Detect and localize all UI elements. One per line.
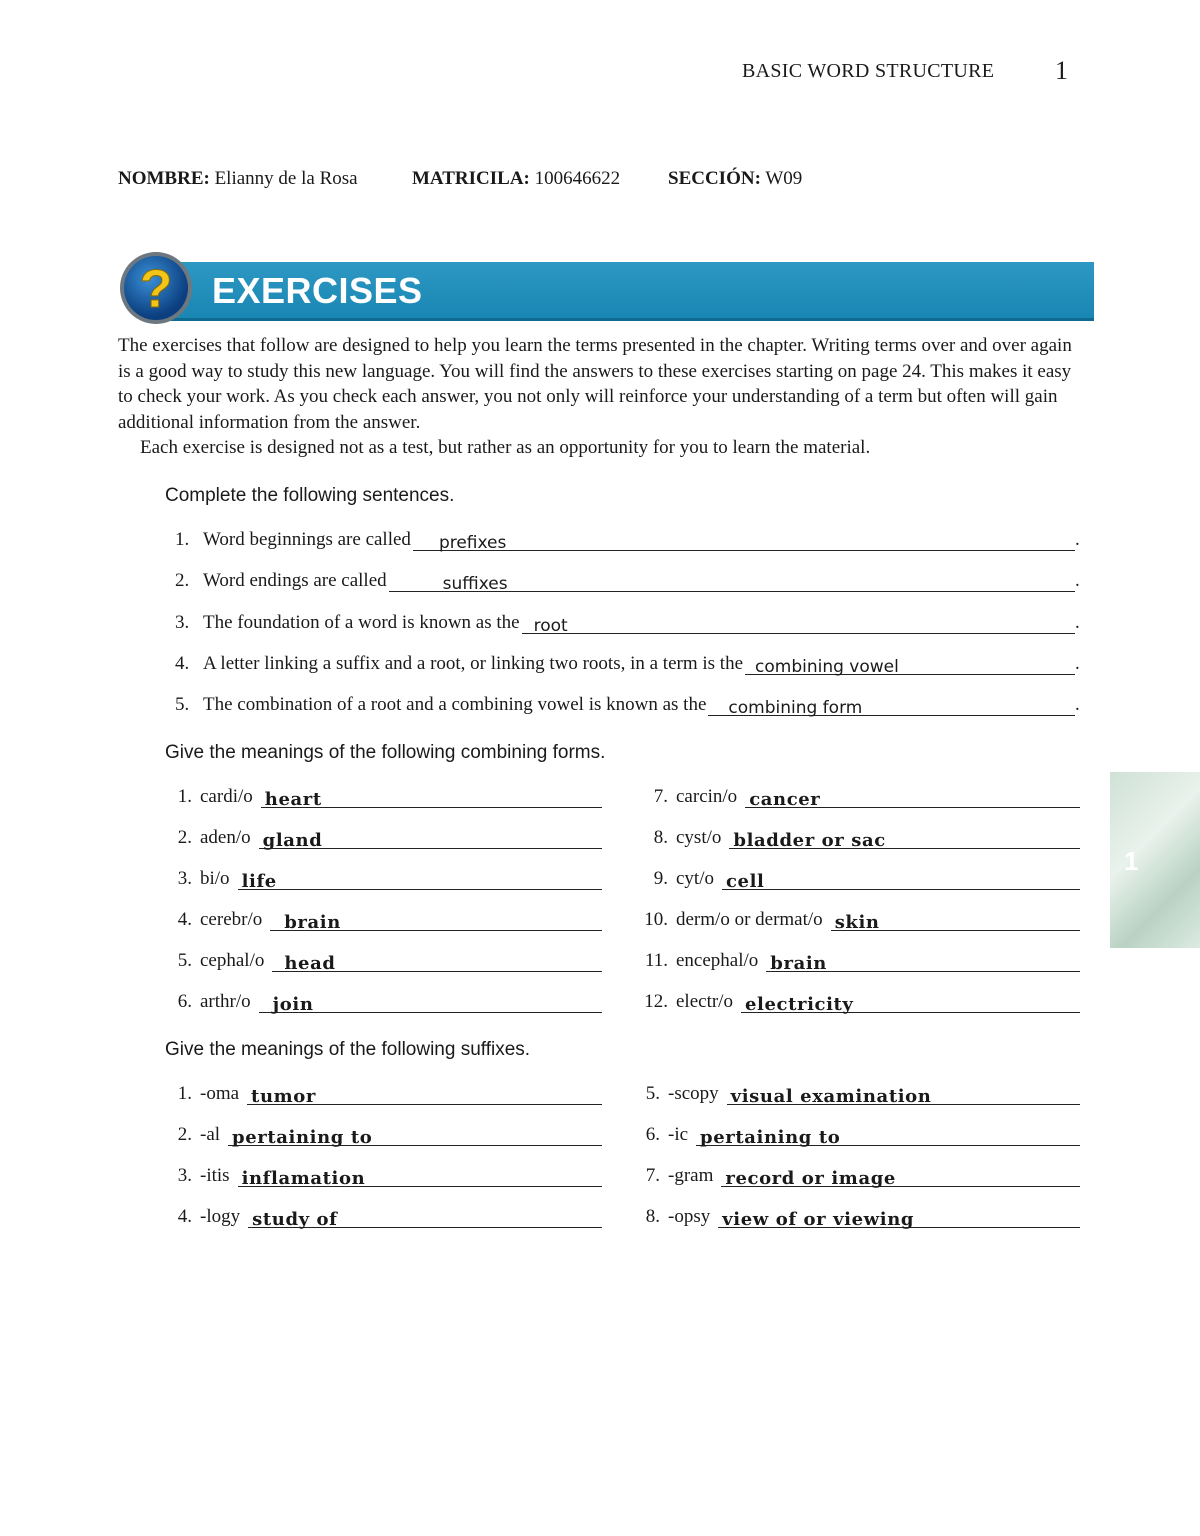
answer-field[interactable] bbox=[708, 693, 1075, 716]
answer-field[interactable] bbox=[745, 652, 1075, 675]
term: arthr/o bbox=[200, 991, 251, 1012]
item-number: 1. bbox=[177, 786, 192, 807]
page-number: 1 bbox=[1055, 56, 1068, 85]
answer-text: gland bbox=[262, 830, 323, 851]
sentence-text: A letter linking a suffix and a root, or linking two roots, in a term is the bbox=[203, 653, 744, 674]
suffix-item bbox=[640, 1202, 1080, 1228]
sentence-text: Word beginnings are called bbox=[203, 529, 411, 550]
answer-text: study of bbox=[252, 1209, 338, 1230]
item-number: 4. bbox=[177, 909, 192, 930]
answer-field[interactable] bbox=[729, 826, 1080, 849]
section-group bbox=[668, 168, 802, 190]
sentence-item bbox=[175, 566, 1085, 592]
answer-field[interactable] bbox=[722, 867, 1080, 890]
item-number: 3. bbox=[177, 868, 192, 889]
term: electr/o bbox=[676, 991, 733, 1012]
combining-form-item bbox=[640, 782, 1080, 808]
answer-field[interactable] bbox=[721, 1164, 1080, 1187]
term: carcin/o bbox=[676, 786, 738, 807]
id-label: MATRICILA: bbox=[412, 168, 530, 189]
answer-field[interactable] bbox=[259, 826, 602, 849]
sentence-text: The combination of a root and a combining vowel is known as the bbox=[203, 694, 707, 715]
answer-field[interactable] bbox=[238, 867, 602, 890]
answer-field[interactable] bbox=[741, 990, 1080, 1013]
term: derm/o or dermat/o bbox=[676, 909, 823, 930]
item-number: 10. bbox=[644, 909, 668, 930]
answer-field[interactable] bbox=[270, 908, 602, 931]
combining-form-item bbox=[172, 987, 602, 1013]
answer-text: head bbox=[284, 953, 336, 974]
answer-text: combining form bbox=[728, 698, 863, 718]
item-number: 5. bbox=[177, 950, 192, 971]
item-number: 3. bbox=[175, 612, 190, 633]
combining-form-item bbox=[640, 987, 1080, 1013]
item-number: 2. bbox=[175, 570, 190, 591]
answer-field[interactable] bbox=[766, 949, 1080, 972]
answer-text: brain bbox=[284, 912, 341, 933]
item-number: 5. bbox=[175, 694, 190, 715]
question-mark-icon bbox=[118, 250, 194, 326]
answer-text: inflamation bbox=[241, 1168, 366, 1189]
term: bi/o bbox=[200, 868, 230, 889]
combining-form-item bbox=[172, 905, 602, 931]
suffix-item bbox=[640, 1161, 1080, 1187]
section-label: SECCIÓN: bbox=[668, 168, 761, 189]
name-value: Elianny de la Rosa bbox=[214, 168, 358, 189]
item-number: 2. bbox=[177, 1124, 192, 1145]
answer-field[interactable] bbox=[389, 569, 1075, 592]
answer-text: tumor bbox=[251, 1086, 316, 1107]
term: -ic bbox=[668, 1124, 689, 1145]
answer-text: prefixes bbox=[438, 533, 507, 553]
period: . bbox=[1075, 529, 1080, 550]
term: -gram bbox=[668, 1165, 714, 1186]
sentence-item bbox=[175, 608, 1085, 634]
item-number: 4. bbox=[177, 1206, 192, 1227]
answer-field[interactable] bbox=[248, 1205, 602, 1228]
period: . bbox=[1075, 653, 1080, 674]
term: cyst/o bbox=[676, 827, 722, 848]
sentence-text: The foundation of a word is known as the bbox=[203, 612, 520, 633]
answer-text: cancer bbox=[749, 789, 821, 810]
answer-field[interactable] bbox=[247, 1082, 602, 1105]
suffix-item bbox=[640, 1120, 1080, 1146]
term: -scopy bbox=[668, 1083, 719, 1104]
term: aden/o bbox=[200, 827, 251, 848]
answer-text: visual examination bbox=[730, 1086, 932, 1107]
item-number: 1. bbox=[175, 529, 190, 550]
term: cyt/o bbox=[676, 868, 714, 889]
answer-field[interactable] bbox=[413, 528, 1075, 551]
sentence-item bbox=[175, 525, 1085, 551]
section-value: W09 bbox=[765, 168, 803, 189]
id-group bbox=[412, 168, 668, 190]
answer-text: suffixes bbox=[442, 574, 508, 594]
combining-form-item bbox=[172, 946, 602, 972]
answer-text: cell bbox=[726, 871, 765, 892]
period: . bbox=[1075, 612, 1080, 633]
suffix-item bbox=[172, 1161, 602, 1187]
intro-text bbox=[118, 333, 1078, 461]
section-heading-sentences: Complete the following sentences. bbox=[165, 485, 455, 506]
combining-form-item bbox=[172, 782, 602, 808]
answer-field[interactable] bbox=[718, 1205, 1080, 1228]
term: cardi/o bbox=[200, 786, 253, 807]
term: cephal/o bbox=[200, 950, 265, 971]
answer-field[interactable] bbox=[831, 908, 1080, 931]
student-info bbox=[118, 168, 802, 190]
suffix-item bbox=[172, 1202, 602, 1228]
item-number: 9. bbox=[653, 868, 668, 889]
item-number: 11. bbox=[644, 950, 668, 971]
item-number: 6. bbox=[645, 1124, 660, 1145]
suffix-item bbox=[172, 1079, 602, 1105]
combining-form-item bbox=[172, 823, 602, 849]
term: -oma bbox=[200, 1083, 240, 1104]
item-number: 12. bbox=[644, 991, 668, 1012]
period: . bbox=[1075, 570, 1080, 591]
term: -al bbox=[200, 1124, 221, 1145]
sentence-text: Word endings are called bbox=[203, 570, 387, 591]
section-heading-suffixes: Give the meanings of the following suffixes. bbox=[165, 1039, 531, 1060]
answer-field[interactable] bbox=[522, 611, 1075, 634]
answer-field[interactable] bbox=[696, 1123, 1080, 1146]
item-number: 3. bbox=[177, 1165, 192, 1186]
item-number: 8. bbox=[653, 827, 668, 848]
item-number: 5. bbox=[645, 1083, 660, 1104]
svg-text:?: ? bbox=[139, 259, 173, 319]
sentence-item bbox=[175, 649, 1085, 675]
item-number: 1. bbox=[177, 1083, 192, 1104]
answer-text: brain bbox=[770, 953, 827, 974]
suffix-item bbox=[172, 1120, 602, 1146]
item-number: 4. bbox=[175, 653, 190, 674]
answer-text: join bbox=[272, 994, 314, 1015]
item-number: 8. bbox=[645, 1206, 660, 1227]
item-number: 2. bbox=[177, 827, 192, 848]
chapter-tab-number: 1 bbox=[1124, 846, 1139, 876]
running-title: BASIC WORD STRUCTURE bbox=[742, 60, 995, 82]
answer-text: record or image bbox=[725, 1168, 896, 1189]
sentence-item bbox=[175, 690, 1085, 716]
answer-text: view of or viewing bbox=[722, 1209, 915, 1230]
answer-field[interactable] bbox=[259, 990, 602, 1013]
answer-field[interactable] bbox=[238, 1164, 602, 1187]
name-group bbox=[118, 168, 412, 190]
term: encephal/o bbox=[676, 950, 759, 971]
answer-text: pertaining to bbox=[700, 1127, 841, 1148]
item-number: 6. bbox=[177, 991, 192, 1012]
combining-form-item bbox=[172, 864, 602, 890]
answer-text: electricity bbox=[744, 994, 854, 1015]
section-heading-combining-forms: Give the meanings of the following combining forms. bbox=[165, 742, 606, 763]
answer-text: root bbox=[533, 616, 568, 636]
combining-form-item bbox=[640, 864, 1080, 890]
term: -logy bbox=[200, 1206, 241, 1227]
id-value: 100646622 bbox=[534, 168, 621, 189]
period: . bbox=[1075, 694, 1080, 715]
banner-title: EXERCISES bbox=[212, 270, 423, 311]
answer-field[interactable] bbox=[745, 785, 1080, 808]
term: -opsy bbox=[668, 1206, 711, 1227]
answer-field[interactable] bbox=[727, 1082, 1080, 1105]
answer-text: pertaining to bbox=[232, 1127, 373, 1148]
answer-text: bladder or sac bbox=[733, 830, 886, 851]
suffix-item bbox=[640, 1079, 1080, 1105]
item-number: 7. bbox=[653, 786, 668, 807]
combining-form-item bbox=[640, 905, 1080, 931]
combining-form-item bbox=[640, 946, 1080, 972]
answer-text: skin bbox=[834, 912, 880, 933]
answer-field[interactable] bbox=[261, 785, 602, 808]
answer-field[interactable] bbox=[228, 1123, 602, 1146]
item-number: 7. bbox=[645, 1165, 660, 1186]
intro-paragraph-2: Each exercise is designed not as a test, but rather as an opportunity for you to learn the material. bbox=[140, 437, 871, 458]
term: cerebr/o bbox=[200, 909, 263, 930]
answer-field[interactable] bbox=[272, 949, 602, 972]
answer-text: combining vowel bbox=[755, 657, 899, 677]
intro-paragraph-1: The exercises that follow are designed to help you learn the terms presented in the chapter. Writing terms over and over again is a good way to study this new language. You will find the answers to these exercises starting on page 24. This makes it easy to check your work. As you check each answer, you not only will reinforce your understanding of a term but often will gain additional information from the answer. bbox=[118, 335, 1072, 433]
answer-text: heart bbox=[264, 789, 322, 810]
combining-form-item bbox=[640, 823, 1080, 849]
term: -itis bbox=[200, 1165, 230, 1186]
name-label: NOMBRE: bbox=[118, 168, 210, 189]
answer-text: life bbox=[241, 871, 277, 892]
